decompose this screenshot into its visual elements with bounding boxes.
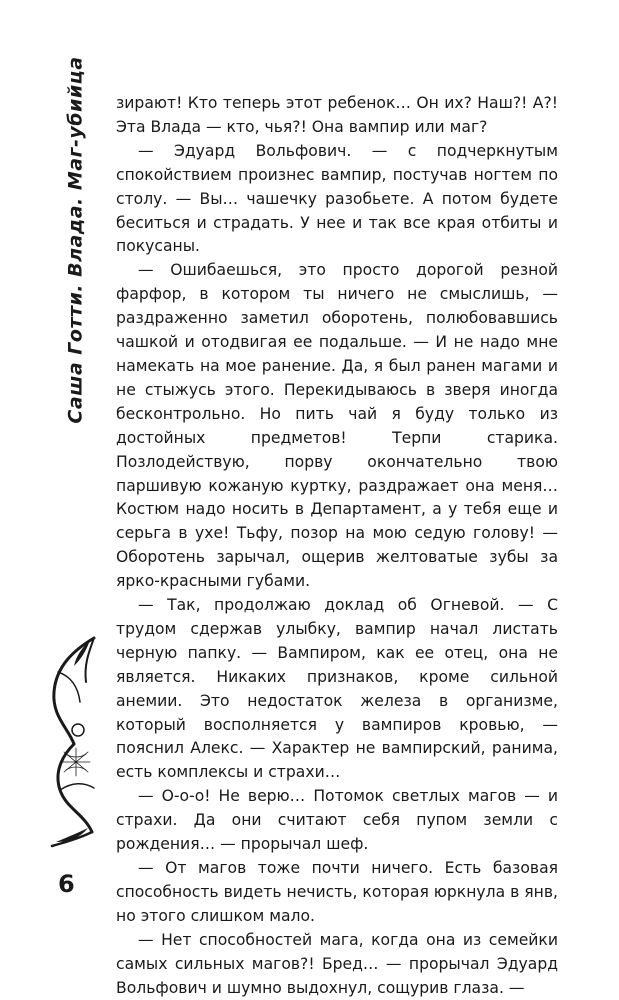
running-head-text: Саша Готти. Влада. Маг-убийца <box>65 56 87 424</box>
paragraph: — Ошибаешься, это просто дорогой резной фарфор, в котором ты ничего не смыслишь, — раздраженно заметил оборотень, полюбовавшись чашкой и отодвигая ее подальше. — И не надо мне намекать на мое ранение. Да, я был ранен магами и не стыжусь этого. Перекидываюсь в зверя иногда бесконтрольно. Но пить чай я буду только из достойных предметов! Терпи старика. Позлодействую, порву окончательно твою паршивую кожаную куртку, раздражает она меня… Костюм надо носить в Департамент, а у тебя еще и серьга в ухе! Тьфу, позор на мою седую голову! — Оборотень зарычал, ощерив желтоватые зубы за ярко-красными губами. <box>116 261 558 591</box>
body-text <box>116 92 558 1000</box>
paragraph: — Нет способностей мага, когда она из семейки самых сильных магов?! Бред… — прорычал Эдуард Вольфович и шумно выдохнул, сощурив глаза. — <box>116 930 558 997</box>
running-head <box>54 56 98 424</box>
paragraph: — О-о-о! Не верю… Потомок светлых магов — и страхи. Да они считают себя пупом земли с рождения… — прорычал шеф. <box>116 787 558 854</box>
page-number: 6 <box>58 870 75 898</box>
paragraph: — Так, продолжаю доклад об Огневой. — С трудом сдержав улыбку, вампир начал листать черную папку. — Вампиром, как ее отец, она не является. Никаких признаков, кроме сильной анемии. Это недостаток железа в организме, который восполняется у вампиров кровью, — пояснил Алекс. — Характер не вампирский, ранима, есть комплексы и страхи… <box>116 596 558 782</box>
decorative-ornament-icon <box>44 632 104 852</box>
paragraph: зирают! Кто теперь этот ребенок… Он их? Наш?! А?! Эта Влада — кто, чья?! Она вампир или маг? <box>116 94 558 136</box>
paragraph: — Эдуард Вольфович. — с подчеркнутым спокойствием произнес вампир, постучав ногтем по столу. — Вы… чашечку разобьете. А потом будете беситься и страдать. У нее и так все края отбиты и покусаны. <box>116 141 558 256</box>
paragraph: — От магов тоже почти ничего. Есть базовая способность видеть нечисть, которая юркнула в янв, но этого слишком мало. <box>116 859 559 925</box>
